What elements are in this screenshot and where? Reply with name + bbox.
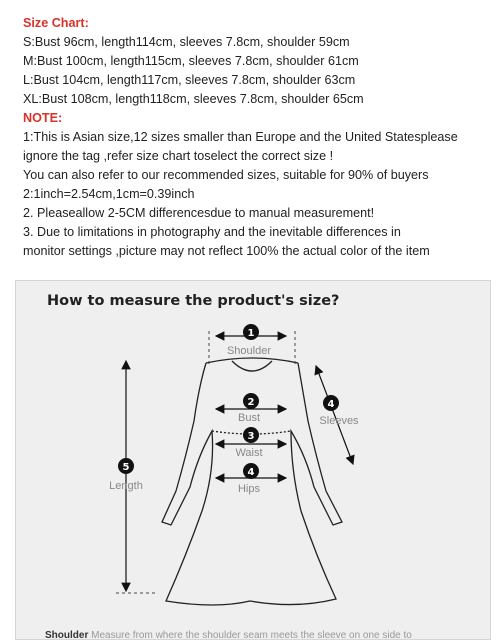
note-heading: NOTE: xyxy=(23,111,63,125)
footer-caption xyxy=(45,630,412,641)
size-row: XL:Bust 108cm, length118cm, sleeves 7.8cm, shoulder 65cm xyxy=(23,92,364,106)
note-line: 2:1inch=2.54cm,1cm=0.39inch xyxy=(23,187,195,201)
badge-waist-number: 3 xyxy=(247,431,255,442)
badge-sleeves-number: 4 xyxy=(327,399,335,410)
shoulder-label: Shoulder xyxy=(226,345,272,357)
badge-bust-number: 2 xyxy=(247,397,255,408)
size-info-block xyxy=(23,14,493,261)
badge-length-number: 5 xyxy=(122,462,130,473)
measure-figure xyxy=(15,280,491,640)
figure-title: How to measure the product's size? xyxy=(47,293,340,309)
note-line: 1:This is Asian size,12 sizes smaller than Europe and the United Statesplease xyxy=(23,130,458,144)
footer-bold: Shoulder xyxy=(45,630,89,641)
hips-label: Hips xyxy=(237,483,261,495)
note-line: You can also refer to our recommended sizes, suitable for 90% of buyers xyxy=(23,168,429,182)
sleeves-label: Sleeves xyxy=(319,415,359,427)
waist-label: Waist xyxy=(235,447,263,459)
note-line: ignore the tag ,refer size chart toselect the correct size ! xyxy=(23,149,334,163)
note-line: 2. Pleaseallow 2-5CM differencesdue to manual measurement! xyxy=(23,206,375,220)
length-arrow xyxy=(116,361,156,593)
dress-diagram xyxy=(16,281,492,641)
note-line: 3. Due to limitations in photography and the inevitable differences in xyxy=(23,225,401,239)
size-row: L:Bust 104cm, length117cm, sleeves 7.8cm, shoulder 63cm xyxy=(23,73,356,87)
badge-shoulder-number: 1 xyxy=(247,328,255,339)
note-line: monitor settings ,picture may not reflect 100% the actual color of the item xyxy=(23,244,430,258)
bust-label: Bust xyxy=(237,412,261,424)
size-chart-heading: Size Chart: xyxy=(23,16,89,30)
length-label: Length xyxy=(109,480,143,492)
size-row: S:Bust 96cm, length114cm, sleeves 7.8cm, shoulder 59cm xyxy=(23,35,350,49)
footer-text: Measure from where the shoulder seam meets the sleeve on one side to xyxy=(91,630,412,641)
size-row: M:Bust 100cm, length115cm, sleeves 7.8cm, shoulder 61cm xyxy=(23,54,359,68)
badge-hips-number: 4 xyxy=(247,467,255,478)
